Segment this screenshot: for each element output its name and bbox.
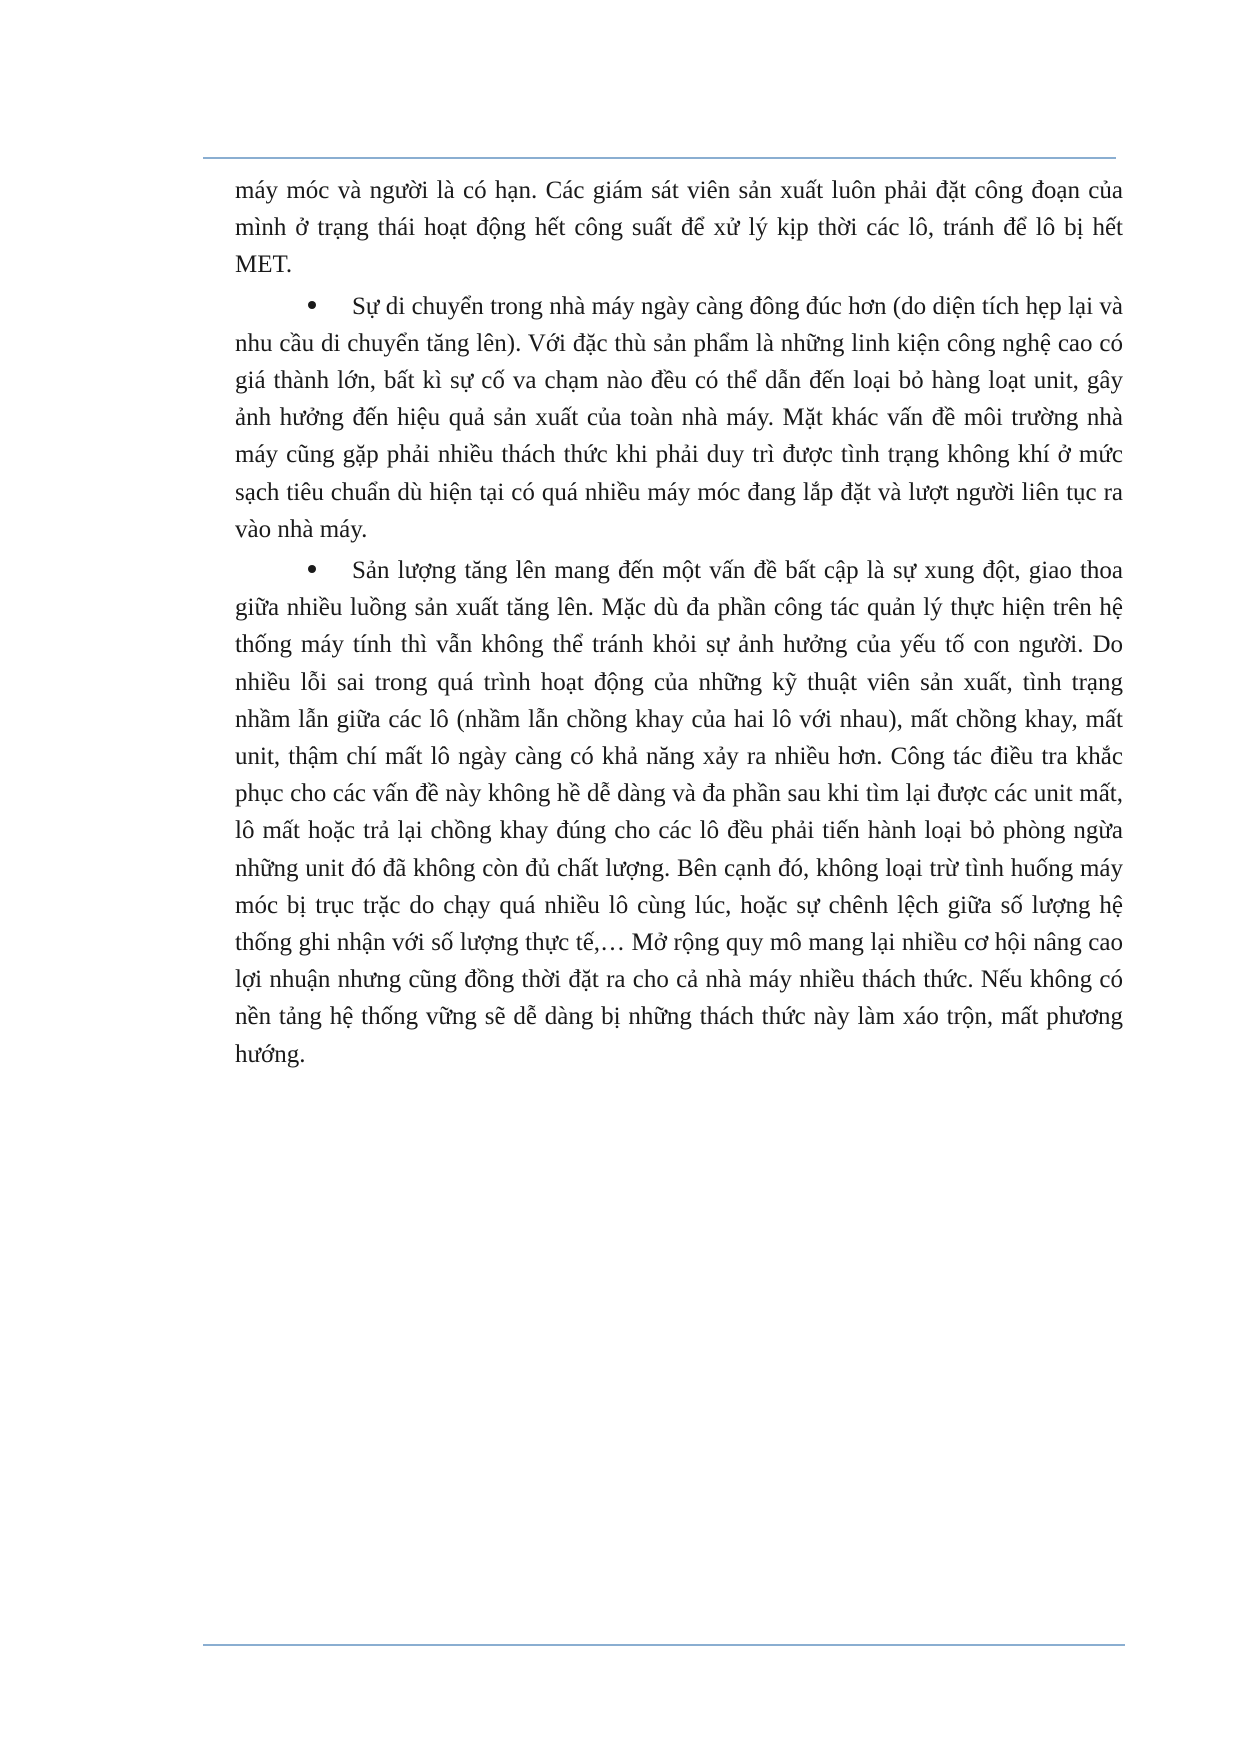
bullet-item-text: Sự di chuyển trong nhà máy ngày càng đông đúc hơn (do diện tích hẹp lại và nhu cầu di chuyển tăng lên). Với đặc thù sản phẩm là những linh kiện công nghệ cao có giá thành lớn, bất kì sự cố va chạm nào đều có thể dẫn đến loại bỏ hàng loạt unit, gây ảnh hưởng đến hiệu quả sản xuất của toàn nhà máy. Mặt khác vấn đề môi trường nhà máy cũng gặp phải nhiều thách thức khi phải duy trì được tình trạng không khí ở mức sạch tiêu chuẩn dù hiện tại có quá nhiều máy móc đang lắp đặt và lượt người liên tục ra vào nhà máy. (235, 292, 1123, 543)
paragraph-continuation: máy móc và người là có hạn. Các giám sát viên sản xuất luôn phải đặt công đoạn của mình ở trạng thái hoạt động hết công suất để xử lý kịp thời các lô, tránh để lô bị hết MET. (235, 177, 1123, 279)
footer-rule (203, 1644, 1125, 1646)
bullet-dot-icon (308, 301, 316, 309)
bullet-item-text: Sản lượng tăng lên mang đến một vấn đề bất cập là sự xung đột, giao thoa giữa nhiều luồng sản xuất tăng lên. Mặc dù đa phần công tác quản lý thực hiện trên hệ thống máy tính thì vẫn không thể tránh khỏi sự ảnh hưởng của yếu tố con người. Do nhiều lỗi sai trong quá trình hoạt động của những kỹ thuật viên sản xuất, tình trạng nhầm lẫn giữa các lô (nhầm lẫn chồng khay của hai lô với nhau), mất chồng khay, mất unit, thậm chí mất lô ngày càng có khả năng xảy ra nhiều hơn. Công tác điều tra khắc phục cho các vấn đề này không hề dễ dàng và đa phần sau khi tìm lại được các unit mất, lô mất hoặc trả lại chồng khay đúng cho các lô đều phải tiến hành loại bỏ phòng ngừa những unit đó đã không còn đủ chất lượng. Bên cạnh đó, không loại trừ tình huống máy móc bị trục trặc do chạy quá nhiều lô cùng lúc, hoặc sự chênh lệch giữa số lượng hệ thống ghi nhận với số lượng thực tế,… Mở rộng quy mô mang lại nhiều cơ hội nâng cao lợi nhuận nhưng cũng đồng thời đặt ra cho cả nhà máy nhiều thách thức. Nếu không có nền tảng hệ thống vững sẽ dễ dàng bị những thách thức này làm xáo trộn, mất phương hướng. (235, 557, 1123, 1068)
header-rule (203, 157, 1116, 159)
page-body (235, 172, 1123, 1073)
bullet-dot-icon (308, 565, 316, 573)
bullet-item-output (235, 552, 1123, 1073)
bullet-item-movement (235, 288, 1123, 548)
